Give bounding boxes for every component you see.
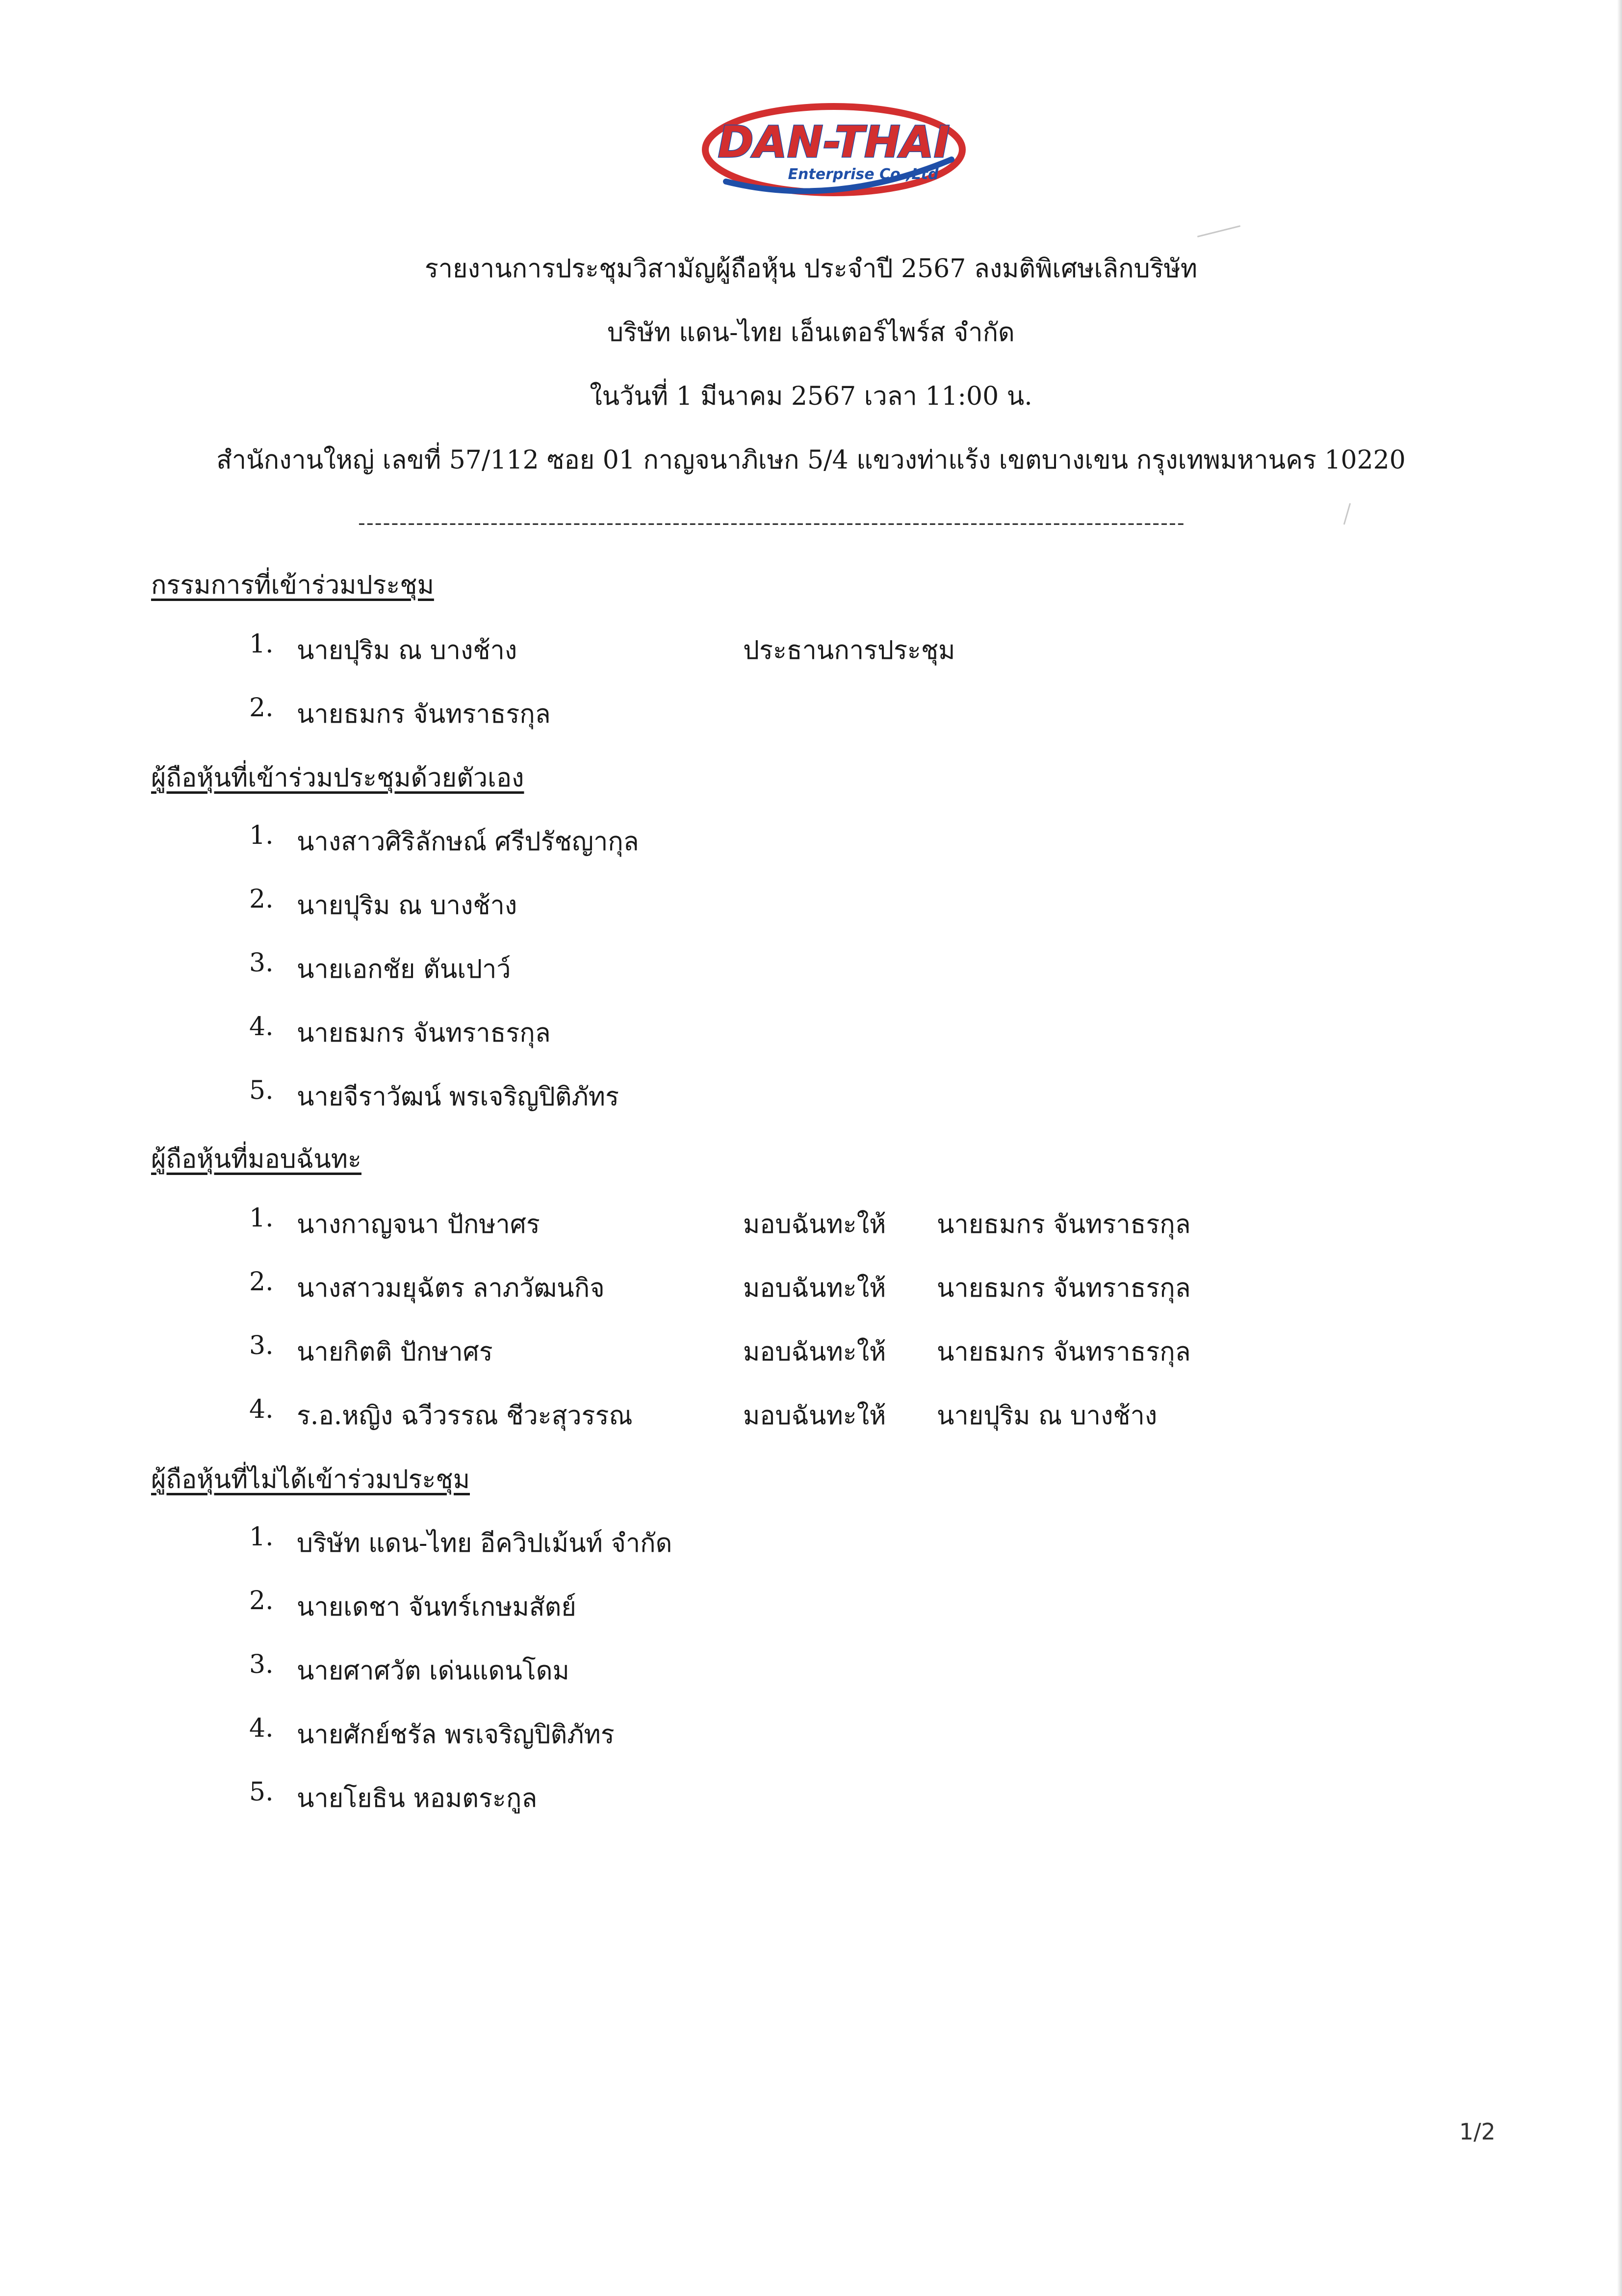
directors-heading: กรรมการที่เข้าร่วมประชุม xyxy=(151,571,434,600)
item-number: 5. xyxy=(249,1076,274,1105)
item-number: 3. xyxy=(249,1650,274,1679)
person-name: นายศาศวัต เด่นแดนโดม xyxy=(297,1656,569,1686)
item-number: 2. xyxy=(249,885,274,914)
person-name: นายโยธิน หอมตระกูล xyxy=(297,1784,538,1813)
person-name: นางกาญจนา ปักษาศร xyxy=(297,1210,540,1239)
proxy-recipient: นายธมกร จันทราธรกุล xyxy=(937,1210,1191,1239)
absent-heading: ผู้ถือหุ้นที่ไม่ได้เข้าร่วมประชุม xyxy=(151,1465,470,1494)
person-name: นายปุริม ณ บางช้าง xyxy=(297,636,517,665)
person-name: นายศักย์ชรัล พรเจริญปิติภัทร xyxy=(297,1720,615,1749)
item-number: 5. xyxy=(249,1777,274,1807)
item-number: 4. xyxy=(249,1395,274,1424)
person-name: ร.อ.หญิง ฉวีวรรณ ชีวะสุวรรณ xyxy=(297,1401,633,1431)
logo-brand: DAN-THAI xyxy=(718,117,950,167)
item-number: 3. xyxy=(249,1331,274,1360)
dan-thai-logo xyxy=(696,96,971,204)
item-number: 1. xyxy=(249,1522,274,1552)
attending-heading: ผู้ถือหุ้นที่เข้าร่วมประชุมด้วยตัวเอง xyxy=(151,763,524,793)
divider-line: ---------------------------------------------------------------------------------------------------- xyxy=(358,510,1185,535)
item-number: 4. xyxy=(249,1714,274,1743)
item-number: 2. xyxy=(249,693,274,723)
item-number: 2. xyxy=(249,1586,274,1616)
company-name: บริษัท แดน-ไทย เอ็นเตอร์ไพร์ส จำกัด xyxy=(607,318,1015,347)
item-number: 2. xyxy=(249,1267,274,1297)
proxy-recipient: นายธมกร จันทราธรกุล xyxy=(937,1337,1191,1367)
person-name: นายธมกร จันทราธรกุล xyxy=(297,1018,551,1048)
proxy-action: มอบฉันทะให้ xyxy=(743,1274,886,1303)
person-name: นายจีราวัฒน์ พรเจริญปิติภัทร xyxy=(297,1082,619,1112)
person-role: ประธานการประชุม xyxy=(743,636,955,665)
office-address: สำนักงานใหญ่ เลขที่ 57/112 ซอย 01 กาญจนาภิเษก 5/4 แขวงท่าแร้ง เขตบางเขน กรุงเทพมหานคร 10220 xyxy=(216,445,1406,475)
page-number: 1/2 xyxy=(1459,2118,1496,2145)
meeting-datetime: ในวันที่ 1 มีนาคม 2567 เวลา 11:00 น. xyxy=(590,382,1032,411)
item-number: 4. xyxy=(249,1012,274,1042)
logo-tagline: Enterprise Co.,Ltd xyxy=(788,166,939,183)
proxies-heading: ผู้ถือหุ้นที่มอบฉันทะ xyxy=(151,1145,361,1174)
person-name: นายเดชา จันทร์เกษมสัตย์ xyxy=(297,1592,576,1622)
scan-mark xyxy=(1197,225,1240,237)
proxy-recipient: นายธมกร จันทราธรกุล xyxy=(937,1274,1191,1303)
proxy-recipient: นายปุริม ณ บางช้าง xyxy=(937,1401,1158,1431)
proxy-action: มอบฉันทะให้ xyxy=(743,1401,886,1431)
person-name: นายปุริม ณ บางช้าง xyxy=(297,891,517,920)
person-name: นายธมกร จันทราธรกุล xyxy=(297,700,551,729)
proxy-action: มอบฉันทะให้ xyxy=(743,1337,886,1367)
scan-mark xyxy=(1343,503,1351,524)
item-number: 3. xyxy=(249,948,274,978)
item-number: 1. xyxy=(249,629,274,659)
person-name: นายเอกชัย ตันเปาว์ xyxy=(297,955,511,984)
person-name: นางสาวศิริลักษณ์ ศรีปรัชญากุล xyxy=(297,827,639,857)
item-number: 1. xyxy=(249,1203,274,1233)
report-title: รายงานการประชุมวิสามัญผู้ถือหุ้น ประจำปี 2567 ลงมติพิเศษเลิกบริษัท xyxy=(424,254,1198,284)
item-number: 1. xyxy=(249,821,274,850)
person-name: นางสาวมยุฉัตร ลาภวัฒนกิจ xyxy=(297,1274,605,1303)
person-name: นายกิตติ ปักษาศร xyxy=(297,1337,493,1367)
person-name: บริษัท แดน-ไทย อีควิปเม้นท์ จำกัด xyxy=(297,1529,672,1558)
proxy-action: มอบฉันทะให้ xyxy=(743,1210,886,1239)
